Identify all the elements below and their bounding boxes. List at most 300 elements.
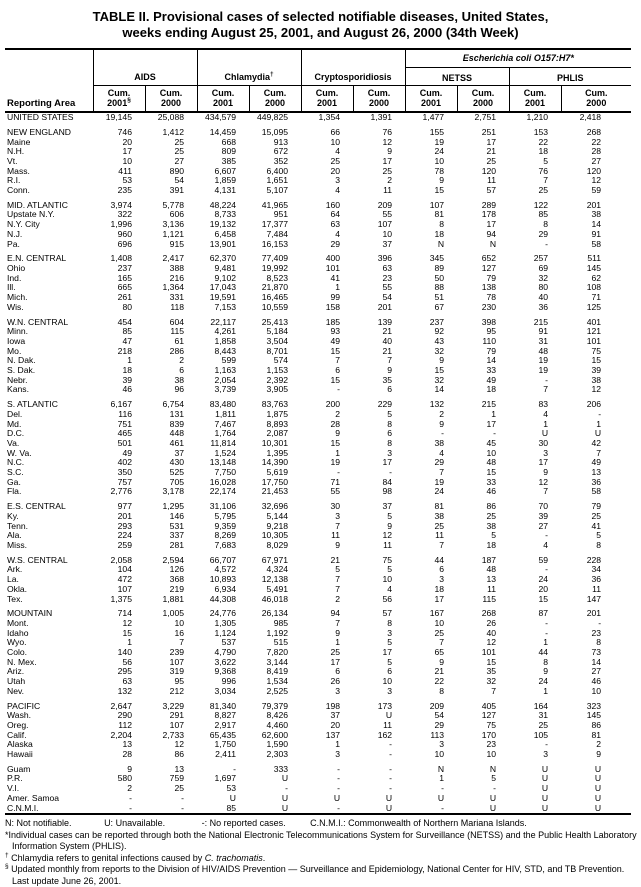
value-cell: 10 [382,228,393,239]
value-cell: 8 [387,418,393,429]
footnote-section: § Updated monthly from reports to the Division of HIV/AIDS Prevention — Surveillance and Epidemiology, National Center for HIV, STD, and TB Prevention. Last update June 26, 2001. [5,863,625,886]
value-cell: 55 [330,486,341,497]
value-cell: 219 [169,583,185,594]
table-row [5,410,631,420]
table-row [5,128,631,138]
value-cell: - [545,564,549,575]
value-cell: 14 [486,355,497,366]
value-cell: 78 [434,165,445,176]
value-cell: 3 [335,749,341,760]
reporting-area-cell: Utah [7,676,26,687]
reporting-area-cell: N. Dak. [7,355,36,366]
value-cell: 25 [486,510,497,521]
table-row [5,186,631,196]
table-row [5,167,631,177]
value-cell: 7,820 [266,647,289,658]
value-cell: - [389,739,393,750]
value-cell: 31 [538,710,549,721]
value-cell: 162 [377,729,393,740]
table-row [5,157,631,167]
cum-header-9: Cum. 2000 [561,86,631,113]
footnotes [5,818,641,887]
value-cell: 8,701 [266,345,289,356]
value-cell: 391 [169,185,185,196]
reporting-area-cell: Okla. [7,583,28,594]
table-row [5,575,631,585]
cum-header-0: Cum. 2001§ [93,86,145,113]
value-cell: 76 [538,165,549,176]
value-cell: 132 [117,685,132,696]
value-cell: 209 [429,700,445,711]
reporting-area-cell: N.Y. City [7,219,40,230]
value-cell: 32 [434,374,445,385]
reporting-area-cell: Tenn. [7,520,29,531]
value-cell: 71 [330,476,341,487]
value-cell: 201 [586,608,602,619]
table-row [5,112,631,123]
value-cell: 293 [117,520,132,531]
value-cell: 7 [335,520,341,531]
netss-subheader: NETSS [405,68,509,86]
footnote-star: *Individual cases can be reported through both the National Electronic Telecommunications System for Surveillance (NETSS) and the Public Health Laboratory Information System (PHLIS). [5,829,637,852]
table-row [5,638,631,648]
value-cell: 977 [117,501,132,512]
cum-header-4: Cum. 2001 [301,86,353,113]
value-cell: 9 [127,763,132,774]
table-row [5,264,631,274]
value-cell: 9 [387,520,393,531]
value-cell: 17 [330,656,341,667]
value-cell: - [337,384,341,395]
value-cell: 16,153 [261,238,289,249]
value-cell: 53 [122,175,132,186]
table-row [5,201,631,211]
value-cell: 531 [169,520,185,531]
value-cell: 388 [169,263,185,273]
value-cell: 145 [586,710,602,721]
value-cell: 18 [486,539,497,550]
value-cell: 290 [117,710,132,721]
value-cell: 16,465 [261,292,289,303]
reporting-area-cell: Mo. [7,345,22,356]
value-cell: U [594,773,602,784]
reporting-area-cell: Hawaii [7,749,33,760]
value-cell: 2,087 [266,428,289,439]
value-cell: 37 [330,710,341,721]
value-cell: 63 [382,263,393,273]
value-cell: 25 [330,155,341,166]
value-cell: 606 [169,209,185,220]
value-cell: - [285,783,289,794]
value-cell: 604 [169,316,185,327]
value-cell: 8 [543,656,549,667]
value-cell: - [337,802,341,813]
value-cell: 198 [325,700,341,711]
value-cell: 665 [117,282,132,293]
value-cell: 11 [592,583,602,594]
value-cell: 80 [538,282,549,293]
table-row [5,254,631,264]
reporting-area-cell: La. [7,574,19,585]
table-row [5,478,631,488]
value-cell: 200 [325,399,341,410]
table-row [5,502,631,512]
table-row [5,147,631,157]
value-cell: N [489,763,497,774]
value-cell: 7 [596,447,602,458]
value-cell: - [389,749,393,760]
value-cell: 402 [117,457,132,468]
value-cell: 105 [533,729,549,740]
reporting-area-cell: Nev. [7,685,25,696]
value-cell: 5,491 [266,583,289,594]
ecoli-group-header [405,49,631,68]
value-cell: 25,413 [261,316,289,327]
value-cell: 17 [486,418,497,429]
value-cell: 127 [481,710,497,721]
table-row [5,293,631,303]
chlamydia-label: Chlamydia [224,71,270,82]
value-cell: 79 [486,345,497,356]
value-cell: 17 [538,457,549,468]
value-cell: 48 [486,564,497,575]
reporting-area-cell: Wash. [7,710,32,721]
value-cell: 5 [387,656,393,667]
table-row [5,609,631,619]
value-cell: 352 [273,155,289,166]
value-cell: 8,443 [214,345,237,356]
value-cell: 139 [377,316,393,327]
value-cell: 5,619 [266,467,289,478]
value-cell: 9 [439,656,445,667]
value-cell: 49 [486,374,497,385]
value-cell: 91 [538,326,549,337]
value-cell: 44 [538,647,549,658]
value-cell: 33 [486,365,497,376]
value-cell: 746 [117,126,132,137]
value-cell: 13 [174,763,185,774]
value-cell: 118 [170,301,185,312]
value-cell: 257 [533,253,549,264]
value-cell: 21 [382,326,393,337]
reporting-area-cell: Ark. [7,564,23,575]
reporting-area-cell: D.C. [7,428,25,439]
value-cell: - [598,408,602,419]
value-cell: 8,827 [214,710,237,721]
table-header [5,49,631,112]
value-cell: 146 [169,510,185,521]
value-cell: 2 [335,408,341,419]
value-cell: 19 [538,355,549,366]
value-cell: U [281,802,289,813]
value-cell: 216 [169,272,185,283]
value-cell: - [181,792,185,803]
value-cell: 1,391 [370,112,393,123]
reporting-area-cell: Oreg. [7,719,29,730]
value-cell: U [541,428,549,439]
value-cell: 49 [591,457,602,468]
value-cell: 13 [591,467,602,478]
reporting-area-cell: Minn. [7,326,29,337]
value-cell: 19,145 [105,112,132,123]
cryptosporidiosis-label: Cryptosporidiosis [314,71,392,82]
value-cell: 41 [330,272,341,283]
value-cell: 10,301 [261,437,289,448]
value-cell: 461 [169,437,185,448]
value-cell: 2,776 [110,486,132,497]
value-cell: 10 [174,617,185,628]
value-cell: 137 [325,729,341,740]
value-cell: 5,778 [162,199,185,210]
value-cell: 2,058 [110,554,132,565]
table-row [5,487,631,497]
value-cell: 26 [486,617,497,628]
value-cell: 235 [117,185,132,196]
value-cell: 67,971 [261,554,289,565]
value-cell: 9 [387,365,393,376]
value-cell: 122 [533,199,549,210]
reporting-area-cell: S.C. [7,467,24,478]
reporting-area-cell: W.N. CENTRAL [7,316,69,327]
value-cell: 38 [486,520,497,531]
value-cell: 985 [273,617,289,628]
reporting-area-cell: Va. [7,437,20,448]
cum-header-1: Cum. 2000 [145,86,197,113]
value-cell: 10 [591,685,602,696]
value-cell: 32 [434,345,445,356]
value-cell: - [389,783,393,794]
value-cell: 18 [538,146,549,157]
legend-cnmi: C.N.M.I.: Commonwealth of Northern Mariana Islands. [310,818,527,829]
value-cell: 2,733 [162,729,185,740]
table-row [5,458,631,468]
value-cell: 9,102 [214,272,237,283]
value-cell: 81 [434,209,445,220]
value-cell: 24 [434,486,445,497]
value-cell: 23 [486,739,497,750]
value-cell: 48 [538,345,549,356]
reporting-area-cell: Del. [7,408,23,419]
value-cell: 12 [591,384,602,395]
value-cell: 12,138 [261,574,289,585]
value-cell: 48 [486,457,497,468]
value-cell: 63 [122,676,132,687]
value-cell: 27 [591,666,602,677]
legend-unavailable: U: Unavailable. [104,818,166,829]
table-row [5,677,631,687]
value-cell: 229 [377,399,393,410]
value-cell: 368 [169,574,185,585]
value-cell: 15 [434,365,445,376]
value-cell: 13,901 [209,238,237,249]
table-row [5,176,631,186]
reporting-area-cell: E.S. CENTRAL [7,501,66,512]
reporting-area-cell: E.N. CENTRAL [7,253,67,264]
value-cell: 5 [387,637,393,648]
reporting-area-cell: Ky. [7,510,19,521]
value-cell: 401 [586,316,602,327]
value-cell: 43 [434,335,445,346]
value-cell: 101 [325,263,341,273]
reporting-area-cell: Calif. [7,729,27,740]
value-cell: 215 [533,316,549,327]
table-row [5,429,631,439]
value-cell: 47 [122,335,132,346]
reporting-area-cell: Kans. [7,384,29,395]
value-cell: - [545,238,549,249]
value-cell: 9 [335,539,341,550]
value-cell: 1 [543,418,549,429]
value-cell: 25 [434,627,445,638]
value-cell: 93 [330,326,341,337]
value-cell: 76 [382,126,393,137]
value-cell: 25 [174,783,185,794]
value-cell: 1,764 [214,428,237,439]
value-cell: 1 [543,685,549,696]
value-cell: 46 [591,676,602,687]
value-cell: U [489,802,497,813]
value-cell: 5,184 [266,326,289,337]
value-cell: 10 [382,574,393,585]
value-cell: 7 [439,637,445,648]
value-cell: 652 [481,253,497,264]
value-cell: U [333,792,341,803]
value-cell: 237 [429,316,445,327]
value-cell: 17 [434,593,445,604]
value-cell: 13,148 [209,457,237,468]
table-row [5,595,631,605]
value-cell: 448 [169,428,185,439]
value-cell: 41 [591,520,602,531]
value-cell: U [541,802,549,813]
value-cell: 125 [586,301,602,312]
value-cell: U [281,773,289,784]
cum-header-3: Cum. 2000 [249,86,301,113]
value-cell: 1 [127,355,132,366]
value-cell: 4,324 [266,564,289,575]
cum-header-2: Cum. 2001 [197,86,249,113]
value-cell: U [541,783,549,794]
value-cell: 5,144 [266,510,289,521]
value-cell: 385 [221,155,237,166]
value-cell: 8 [596,539,602,550]
value-cell: 337 [169,530,185,541]
value-cell: 65 [434,647,445,658]
value-cell: 996 [221,676,237,687]
value-cell: 35 [382,374,393,385]
value-cell: 9,368 [214,666,237,677]
table-row [5,541,631,551]
value-cell: 112 [118,719,132,730]
value-cell: 11 [331,530,341,541]
reporting-area-cell: Miss. [7,539,28,550]
reporting-area-cell: Ohio [7,263,26,273]
value-cell: 28 [591,146,602,157]
cum-header-5: Cum. 2000 [353,86,405,113]
value-cell: 39 [591,365,602,376]
reporting-area-cell: Pa. [7,238,20,249]
value-cell: 5,107 [266,185,289,196]
value-cell: - [545,739,549,750]
table-row [5,750,631,760]
reporting-area-cell: Guam [7,763,31,774]
value-cell: 120 [586,165,602,176]
value-cell: 25 [538,185,549,196]
value-cell: 3 [335,510,341,521]
value-cell: 21 [330,554,341,565]
value-cell: 4 [439,447,445,458]
value-cell: 5 [596,530,602,541]
value-cell: 5 [387,408,393,419]
value-cell: U [594,792,602,803]
value-cell: 83,480 [209,399,237,410]
value-cell: 4 [335,146,341,157]
value-cell: 1,305 [214,617,237,628]
value-cell: 472 [117,574,132,585]
value-cell: 259 [117,539,132,550]
value-cell: 3,178 [162,486,185,497]
value-cell: 35 [486,666,497,677]
value-cell: 58 [591,486,602,497]
value-cell: 96 [174,384,185,395]
table-row [5,619,631,629]
table-row [5,702,631,712]
value-cell: - [493,428,497,439]
value-cell: 79 [486,272,497,283]
value-cell: 672 [273,146,289,157]
value-cell: 46,018 [261,593,289,604]
value-cell: 2,392 [266,374,289,385]
value-cell: 167 [429,608,445,619]
value-cell: 85 [122,326,132,337]
value-cell: 209 [377,199,393,210]
value-cell: 1,697 [214,773,237,784]
value-cell: 11 [383,719,393,730]
value-cell: 9 [439,175,445,186]
value-cell: U [229,792,237,803]
value-cell: 2 [179,355,185,366]
value-cell: 5,795 [214,510,237,521]
page-title [0,9,641,41]
value-cell: 14,390 [261,457,289,468]
table-row [5,274,631,284]
phlis-subheader: PHLIS [557,72,584,83]
value-cell: 3 [439,739,445,750]
value-cell: 7 [439,539,445,550]
value-cell: 7,750 [214,467,237,478]
value-cell: U [385,792,393,803]
value-cell: 5 [387,510,393,521]
value-cell: 7 [543,175,549,186]
value-cell: 4 [335,228,341,239]
value-cell: 19 [434,136,445,147]
table-row [5,337,631,347]
value-cell: 145 [586,263,602,273]
value-cell: - [337,773,341,784]
value-cell: 83 [538,399,549,410]
value-cell: N [437,238,445,249]
value-cell: 668 [221,136,237,147]
value-cell: 3,622 [214,656,237,667]
chlamydia-group-header [197,49,301,86]
value-cell: 1,750 [214,739,237,750]
value-cell: 95 [174,676,185,687]
value-cell: 7,484 [266,228,289,239]
value-cell: U [489,792,497,803]
value-cell: 1,192 [266,627,289,638]
value-cell: 147 [586,593,602,604]
value-cell: U [281,792,289,803]
